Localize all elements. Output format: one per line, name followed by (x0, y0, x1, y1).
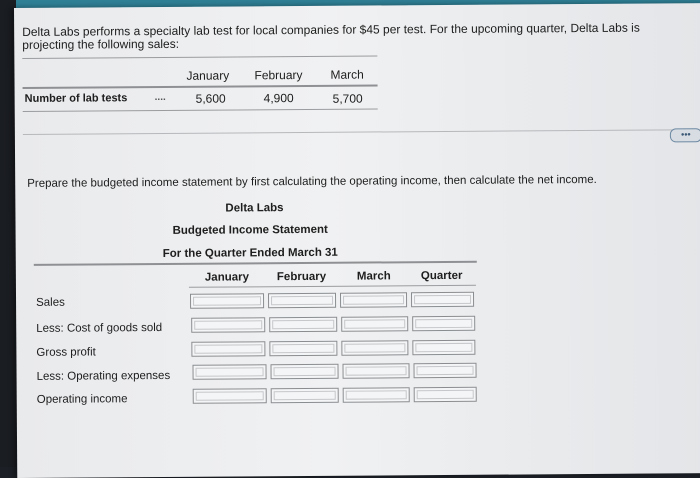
input-cogs-february[interactable] (269, 317, 337, 332)
input-operating-expenses-quarter[interactable] (413, 363, 476, 378)
input-operating-income-january[interactable] (193, 388, 267, 404)
sales-value-january: 5,600 (195, 91, 226, 106)
sales-value-march: 5,700 (332, 91, 363, 106)
more-button[interactable]: ••• (670, 128, 700, 142)
row-label-cogs: Less: Cost of goods sold (36, 321, 163, 335)
instructions-text: Prepare the budgeted income statement by first calculating the operating income, then calculate the net income. (27, 173, 597, 190)
sales-header-february: February (254, 67, 303, 83)
input-operating-income-march[interactable] (343, 387, 410, 402)
statement-period: For the Quarter Ended March 31 (162, 246, 338, 260)
col-header-february: February (276, 270, 327, 284)
input-sales-quarter[interactable] (411, 292, 474, 307)
sales-table-header-rule (23, 84, 378, 88)
input-operating-expenses-february[interactable] (270, 364, 338, 379)
input-cogs-january[interactable] (191, 317, 265, 333)
input-cogs-quarter[interactable] (412, 316, 475, 331)
sales-table-top-rule (22, 55, 377, 58)
leader-dots: .... (154, 91, 166, 104)
input-gross-profit-february[interactable] (269, 341, 337, 356)
input-gross-profit-quarter[interactable] (412, 340, 475, 355)
col-header-rule (189, 285, 476, 288)
row-label-operating-income: Operating income (36, 393, 128, 406)
input-operating-expenses-march[interactable] (342, 363, 409, 378)
input-sales-february[interactable] (268, 293, 336, 308)
input-operating-income-february[interactable] (271, 388, 339, 403)
statement-period-rule (34, 261, 477, 266)
input-sales-march[interactable] (340, 292, 407, 307)
input-sales-january[interactable] (190, 293, 264, 309)
col-header-january: January (204, 271, 250, 284)
input-cogs-march[interactable] (341, 316, 408, 331)
row-label-sales: Sales (36, 296, 65, 309)
input-operating-income-quarter[interactable] (414, 387, 477, 402)
row-label-operating-expenses: Less: Operating expenses (36, 369, 171, 383)
sales-header-january: January (186, 68, 230, 83)
sales-table-bottom-rule (23, 108, 378, 111)
sales-header-march: March (330, 67, 364, 82)
intro-line-2: projecting the following sales: (22, 36, 180, 52)
col-header-quarter: Quarter (420, 269, 463, 283)
row-label-gross-profit: Gross profit (36, 346, 96, 359)
statement-title: Budgeted Income Statement (172, 223, 328, 237)
col-header-march: March (356, 270, 391, 283)
sales-row-label: Number of lab tests (24, 92, 128, 105)
section-separator (23, 129, 700, 135)
question-page (14, 3, 700, 478)
input-gross-profit-march[interactable] (341, 340, 408, 355)
input-operating-expenses-january[interactable] (192, 364, 266, 380)
statement-company: Delta Labs (225, 202, 284, 215)
input-gross-profit-january[interactable] (191, 341, 265, 357)
sales-value-february: 4,900 (263, 91, 294, 106)
intro-line-1: Delta Labs performs a specialty lab test for local companies for $45 per test. For the upcoming quarter, Delta Labs is (22, 20, 640, 39)
